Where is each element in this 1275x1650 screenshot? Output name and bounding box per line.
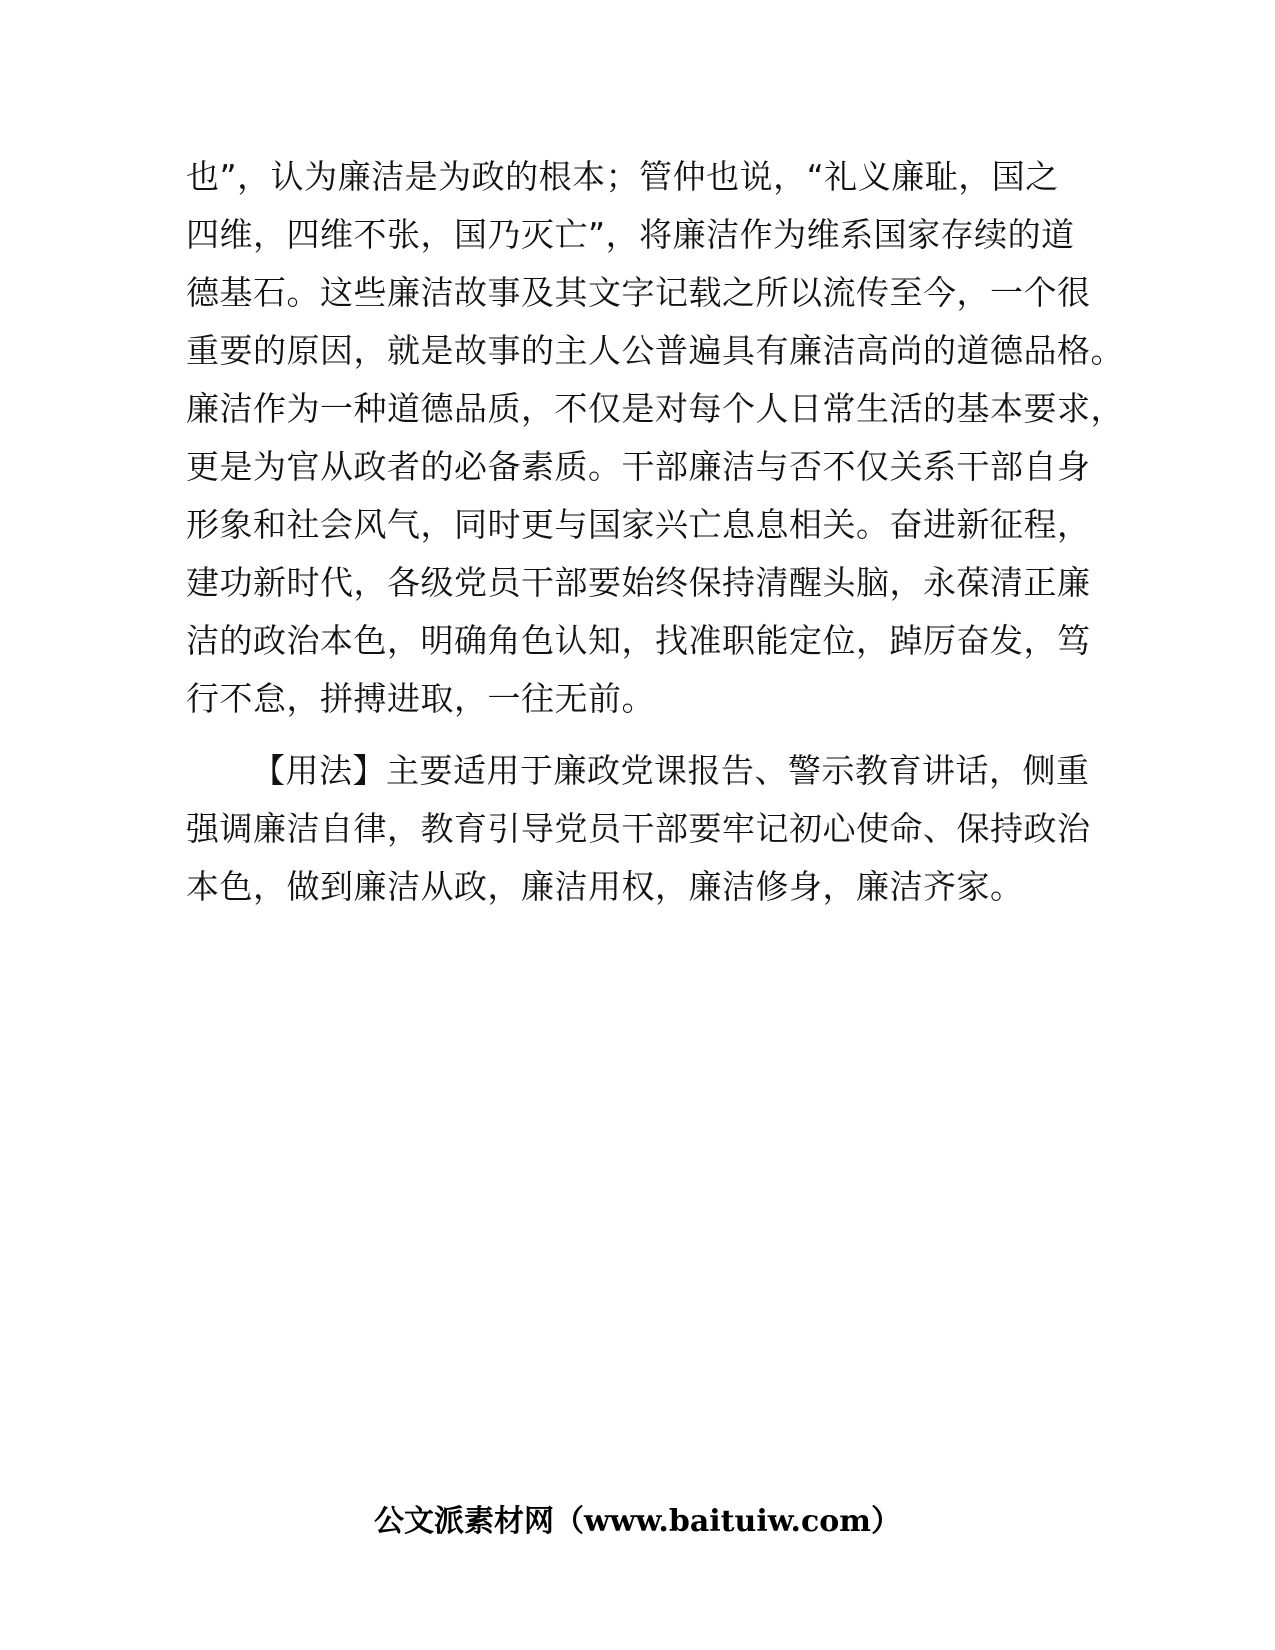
paragraph-usage: [186, 742, 1091, 916]
text-line: 形象和社会风气，同时更与国家兴亡息息相关。奋进新征程，: [186, 505, 1091, 544]
text-line: 也”，认为廉洁是为政的根本；管仲也说，“礼义廉耻，国之: [186, 157, 1059, 196]
text-line: 重要的原因，就是故事的主人公普遍具有廉洁高尚的道德品格。: [186, 331, 1124, 370]
text-line: 强调廉洁自律，教育引导党员干部要牢记初心使命、保持政治: [186, 809, 1091, 848]
text-line: 【用法】主要适用于廉政党课报告、警示教育讲话，侧重: [252, 751, 1090, 790]
paragraph-spacer: [186, 728, 1091, 742]
text-line: 四维，四维不张，国乃灭亡”，将廉洁作为维系国家存续的道: [186, 215, 1075, 254]
footer-source: 公文派素材网（www.baituiw.com）: [373, 1504, 902, 1539]
text-line: 行不怠，拼搏进取，一往无前。: [186, 679, 655, 718]
text-line: 更是为官从政者的必备素质。干部廉洁与否不仅关系干部自身: [186, 447, 1091, 486]
text-line: 廉洁作为一种道德品质，不仅是对每个人日常生活的基本要求，: [186, 389, 1124, 428]
text-line: 德基石。这些廉洁故事及其文字记载之所以流传至今，一个很: [186, 273, 1091, 312]
document-body: [186, 148, 1124, 916]
paragraph-main: [186, 148, 1124, 728]
text-line: 洁的政治本色，明确角色认知，找准职能定位，踔厉奋发，笃: [186, 621, 1091, 660]
text-line: 本色，做到廉洁从政，廉洁用权，廉洁修身，廉洁齐家。: [186, 867, 1024, 906]
text-line: 建功新时代，各级党员干部要始终保持清醒头脑，永葆清正廉: [186, 563, 1091, 602]
